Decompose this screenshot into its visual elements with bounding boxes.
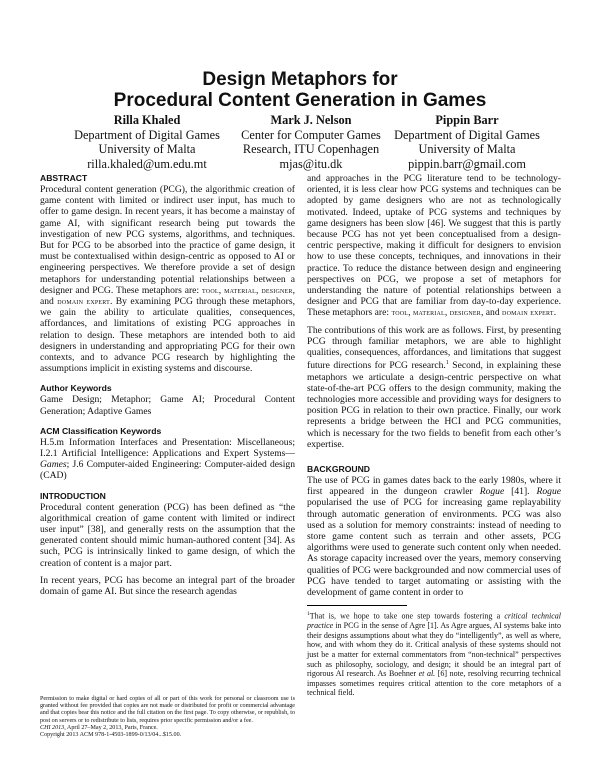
footnote-number: 1 bbox=[307, 611, 310, 617]
abstract-text: Procedural content generation (PCG), the algorithmic creation of game content with limited or indirect user input, has much to offer to game design. In recent years, it has become a mainstay of game AI, with significant research being put towards the investigation of new PCG systems, algorithms, and techniques. But for PCG to be absorbed into the practice of game design, it must be contextualised within design-centric as opposed to AI or engineering perspectives. We therefore provide a set of design metaphors for understanding potential relationships between a designer and PCG. These metaphors are: tool, material, designer, and domain expert. By examining PCG through these metaphors, we gain the ability to articulate qualities, consequences, affordances, and limitations of existing PCG approaches in relation to design. These metaphors are intended both to aid designers in understanding and appropriating PCG for their own contexts, and to advance PCG research by highlighting the assumptions implicit in existing systems and discourse. bbox=[40, 184, 296, 375]
author-block bbox=[372, 113, 562, 171]
author-affiliation: Department of Digital Games bbox=[394, 127, 540, 142]
footnote-body: That is, we hope to take one step towards fostering a bbox=[309, 611, 505, 621]
metaphor-domain-expert: domain expert bbox=[57, 296, 110, 307]
author-email: pippin.barr@gmail.com bbox=[408, 156, 526, 171]
footnote bbox=[307, 610, 561, 698]
conference-details: , April 27–May 2, 2013, Paris, France. bbox=[64, 724, 158, 731]
author-keywords-heading: Author Keywords bbox=[40, 383, 112, 394]
body-paragraph: and approaches in the PCG literature tend to be technology-oriented, it is less clear how PCG systems and techniques can be adopted by game designers who are not as technologically motivated. Indeed, uptake of PCG systems and techniques by game designers has been slow [46]. We suggest that this is partly because PCG has not yet been conceptualised from a design-centric perspective, making it difficult for designers to envision how to use these concepts, techniques, and innovations in their practice. To reduce the distance between design and engineering perspectives on PCG, we propose a set of metaphors for understanding the nature of potential relationships between a designer and PCG that are familiar from day-to-day experience. These metaphors are: tool, material, designer, and domain expert. bbox=[307, 173, 561, 319]
permission-notice bbox=[40, 696, 295, 739]
footnote-italic: critical technical practice bbox=[307, 611, 561, 631]
author-keywords-text: Game Design; Metaphor; Game AI; Procedural Content Generation; Adaptive Games bbox=[40, 394, 295, 417]
body-text: The use of PCG in games dates back to the early 1980s, where it first appeared in the dungeon crawler bbox=[307, 475, 561, 498]
body-text: and approaches in the PCG literature tend to be technology-oriented, it is less clear how PCG systems and techniques can be adopted by game designers who are not as technologically motivated. Indeed, uptake of PCG systems and techniques by game designers has been slow [46]. We suggest that this is partly because PCG has not yet been conceptualised from a design-centric perspective, making it difficult for designers to envision how to use these concepts, techniques, and innovations in their practice. To reduce the distance between design and engineering perspectives on PCG, we propose a set of metaphors for understanding the nature of potential relationships between a designer and PCG that are familiar from day-to-day experience. These metaphors are: bbox=[307, 173, 561, 319]
author-affiliation: University of Malta bbox=[98, 142, 196, 156]
rogue-title: Rogue bbox=[536, 486, 561, 498]
body-text: The contributions of this work are as follows. First, by presenting PCG through familiar metaphors, we are able to highlight qualities, consequences, affordances, and limitations that suggest future directions for PCG research. bbox=[307, 324, 561, 372]
author-name: Mark J. Nelson bbox=[270, 113, 352, 127]
conference-name: CHI 2013 bbox=[40, 724, 65, 731]
background-paragraph bbox=[307, 475, 561, 598]
author-email: mjas@itu.dk bbox=[279, 156, 343, 171]
rogue-title: Rogue bbox=[479, 486, 505, 498]
author-block bbox=[52, 113, 242, 171]
left-column bbox=[40, 173, 295, 597]
author-affiliation: Research, ITU Copenhagen bbox=[242, 142, 380, 156]
metaphor-designer: designer bbox=[449, 307, 481, 318]
permission-text: Permission to make digital or hard copies of all or part of this work for personal or classroom use is granted without fee provided that copies are not made or distributed for profit or commercial advantage and that copies bear this notice and the full citation on the first page. To copy otherwise, or republish, to post on servers or to redistribute to lists, requires prior specific permission and/or a fee. bbox=[40, 696, 295, 724]
introduction-paragraph: Procedural content generation (PCG) has been defined as “the algorithmical creation of game content with limited or indirect user input” [38], and generally rests on the assumption that the generated content should mimic human-authored content [34]. As such, PCG is intrinsically linked to game design, of which the creation of content is a major part. bbox=[40, 501, 295, 569]
footnote-italic: et al. bbox=[418, 669, 436, 679]
acm-classification-text bbox=[40, 437, 295, 482]
introduction-paragraph: In recent years, PCG has become an integral part of the broader domain of game AI. But since the research agendas bbox=[40, 574, 295, 598]
author-email: rilla.khaled@um.edu.mt bbox=[87, 156, 207, 171]
contributions-paragraph bbox=[307, 325, 561, 450]
footnote-text bbox=[307, 610, 561, 698]
metaphor-material: material bbox=[412, 307, 445, 318]
metaphor-material: material bbox=[224, 284, 256, 295]
background-heading: BACKGROUND bbox=[307, 464, 371, 475]
acm-text: H.5.m Information Interfaces and Presentation: Miscellaneous; I.2.1 Artificial Intelligence: Applications and Expert Systems— bbox=[40, 436, 295, 460]
introduction-heading: INTRODUCTION bbox=[40, 490, 106, 501]
abstract-body: Procedural content generation (PCG), the algorithmic creation of game content with limited or indirect user input, has much to offer to game design. In recent years, it has become a mainstay of game AI, with significant research being put towards the investigation of new PCG systems, algorithms, and techniques. But for PCG to be absorbed into the practice of game design, it must be contextualised within design-centric as opposed to AI or engineering perspectives. We therefore provide a set of design metaphors for understanding potential relationships between a designer and PCG. These metaphors are: bbox=[40, 184, 295, 296]
copyright-line: Copyright 2013 ACM 978-1-4503-1899-0/13/04...$15.00. bbox=[40, 732, 182, 739]
conference-line bbox=[40, 725, 295, 732]
paper-title-line-1: Design Metaphors for bbox=[202, 69, 398, 90]
body-text: [41]. bbox=[504, 486, 537, 498]
metaphor-domain-expert: domain expert bbox=[502, 307, 554, 318]
right-column bbox=[307, 173, 561, 598]
footnote-rule bbox=[307, 605, 407, 606]
metaphor-tool: tool bbox=[391, 307, 409, 318]
acm-classification-heading: ACM Classification Keywords bbox=[40, 425, 162, 436]
abstract-heading: ABSTRACT bbox=[40, 173, 88, 183]
acm-text-end: ; J.6 Computer-aided Engineering: Computer-aided design (CAD) bbox=[40, 459, 295, 482]
metaphor-tool: tool bbox=[202, 284, 219, 295]
footnote-marker: 1 bbox=[445, 360, 449, 367]
author-affiliation: Center for Computer Games bbox=[241, 127, 381, 142]
author-affiliation: Department of Digital Games bbox=[74, 127, 220, 142]
body-text: Second, in explaining these metaphors we articulate a design-centric perspective on what state-of-the-art PCG offers to the design community, making the technologies more accessible and providing ways for designers to position PCG in relation to their own practice. Finally, our work represents a bridge between the HCI and PCG communities, which is necessary for the two fields to benefit from each other’s expertise. bbox=[307, 360, 561, 450]
paper-title-line-2: Procedural Content Generation in Games bbox=[113, 90, 487, 111]
author-affiliation: University of Malta bbox=[418, 142, 516, 156]
footnote-body: [6] note, resolving recurring technical impasses sometimes requires critical attention to the core metaphors of a technical field. bbox=[307, 669, 562, 698]
body-text: popularised the use of PCG for increasing game replayability through automatic generation of environments. PCG was also used as a solution for memory constraints: instead of needing to store game content such as terrain and other assets, PCG algorithms were used to generate such content only when needed. As storage capacity increased over the years, memory conserving qualities of PCG were backgrounded and now commercial uses of PCG have tended to target automating or assisting with the development of game content in order to bbox=[307, 497, 561, 599]
acm-text-italic: Games bbox=[40, 459, 67, 471]
author-name: Pippin Barr bbox=[435, 113, 499, 127]
footnote-body: in PCG in the sense of Agre [1]. As Agre argues, AI systems bake into their designs assumptions about what they do “intelligently”, as well as where, how, and with whom they do it. Critical analysis of these systems should not just be a matter for external commentators from “non-technical” perspectives such as philosophy, sociology, and design; it should be an integral part of rigorous AI research. As Boehner bbox=[307, 621, 561, 679]
author-name: Rilla Khaled bbox=[113, 113, 181, 127]
metaphor-designer: designer bbox=[261, 284, 293, 295]
abstract-body-continued: By examining PCG through these metaphors, we gain the ability to articulate qualities, consequences, affordances, and limitations of existing PCG approaches in relation to design. These metaphors are intended both to aid designers in understanding and appropriating PCG for their own contexts, and to advance PCG research by highlighting the assumptions implicit in existing systems and discourse. bbox=[40, 296, 295, 375]
